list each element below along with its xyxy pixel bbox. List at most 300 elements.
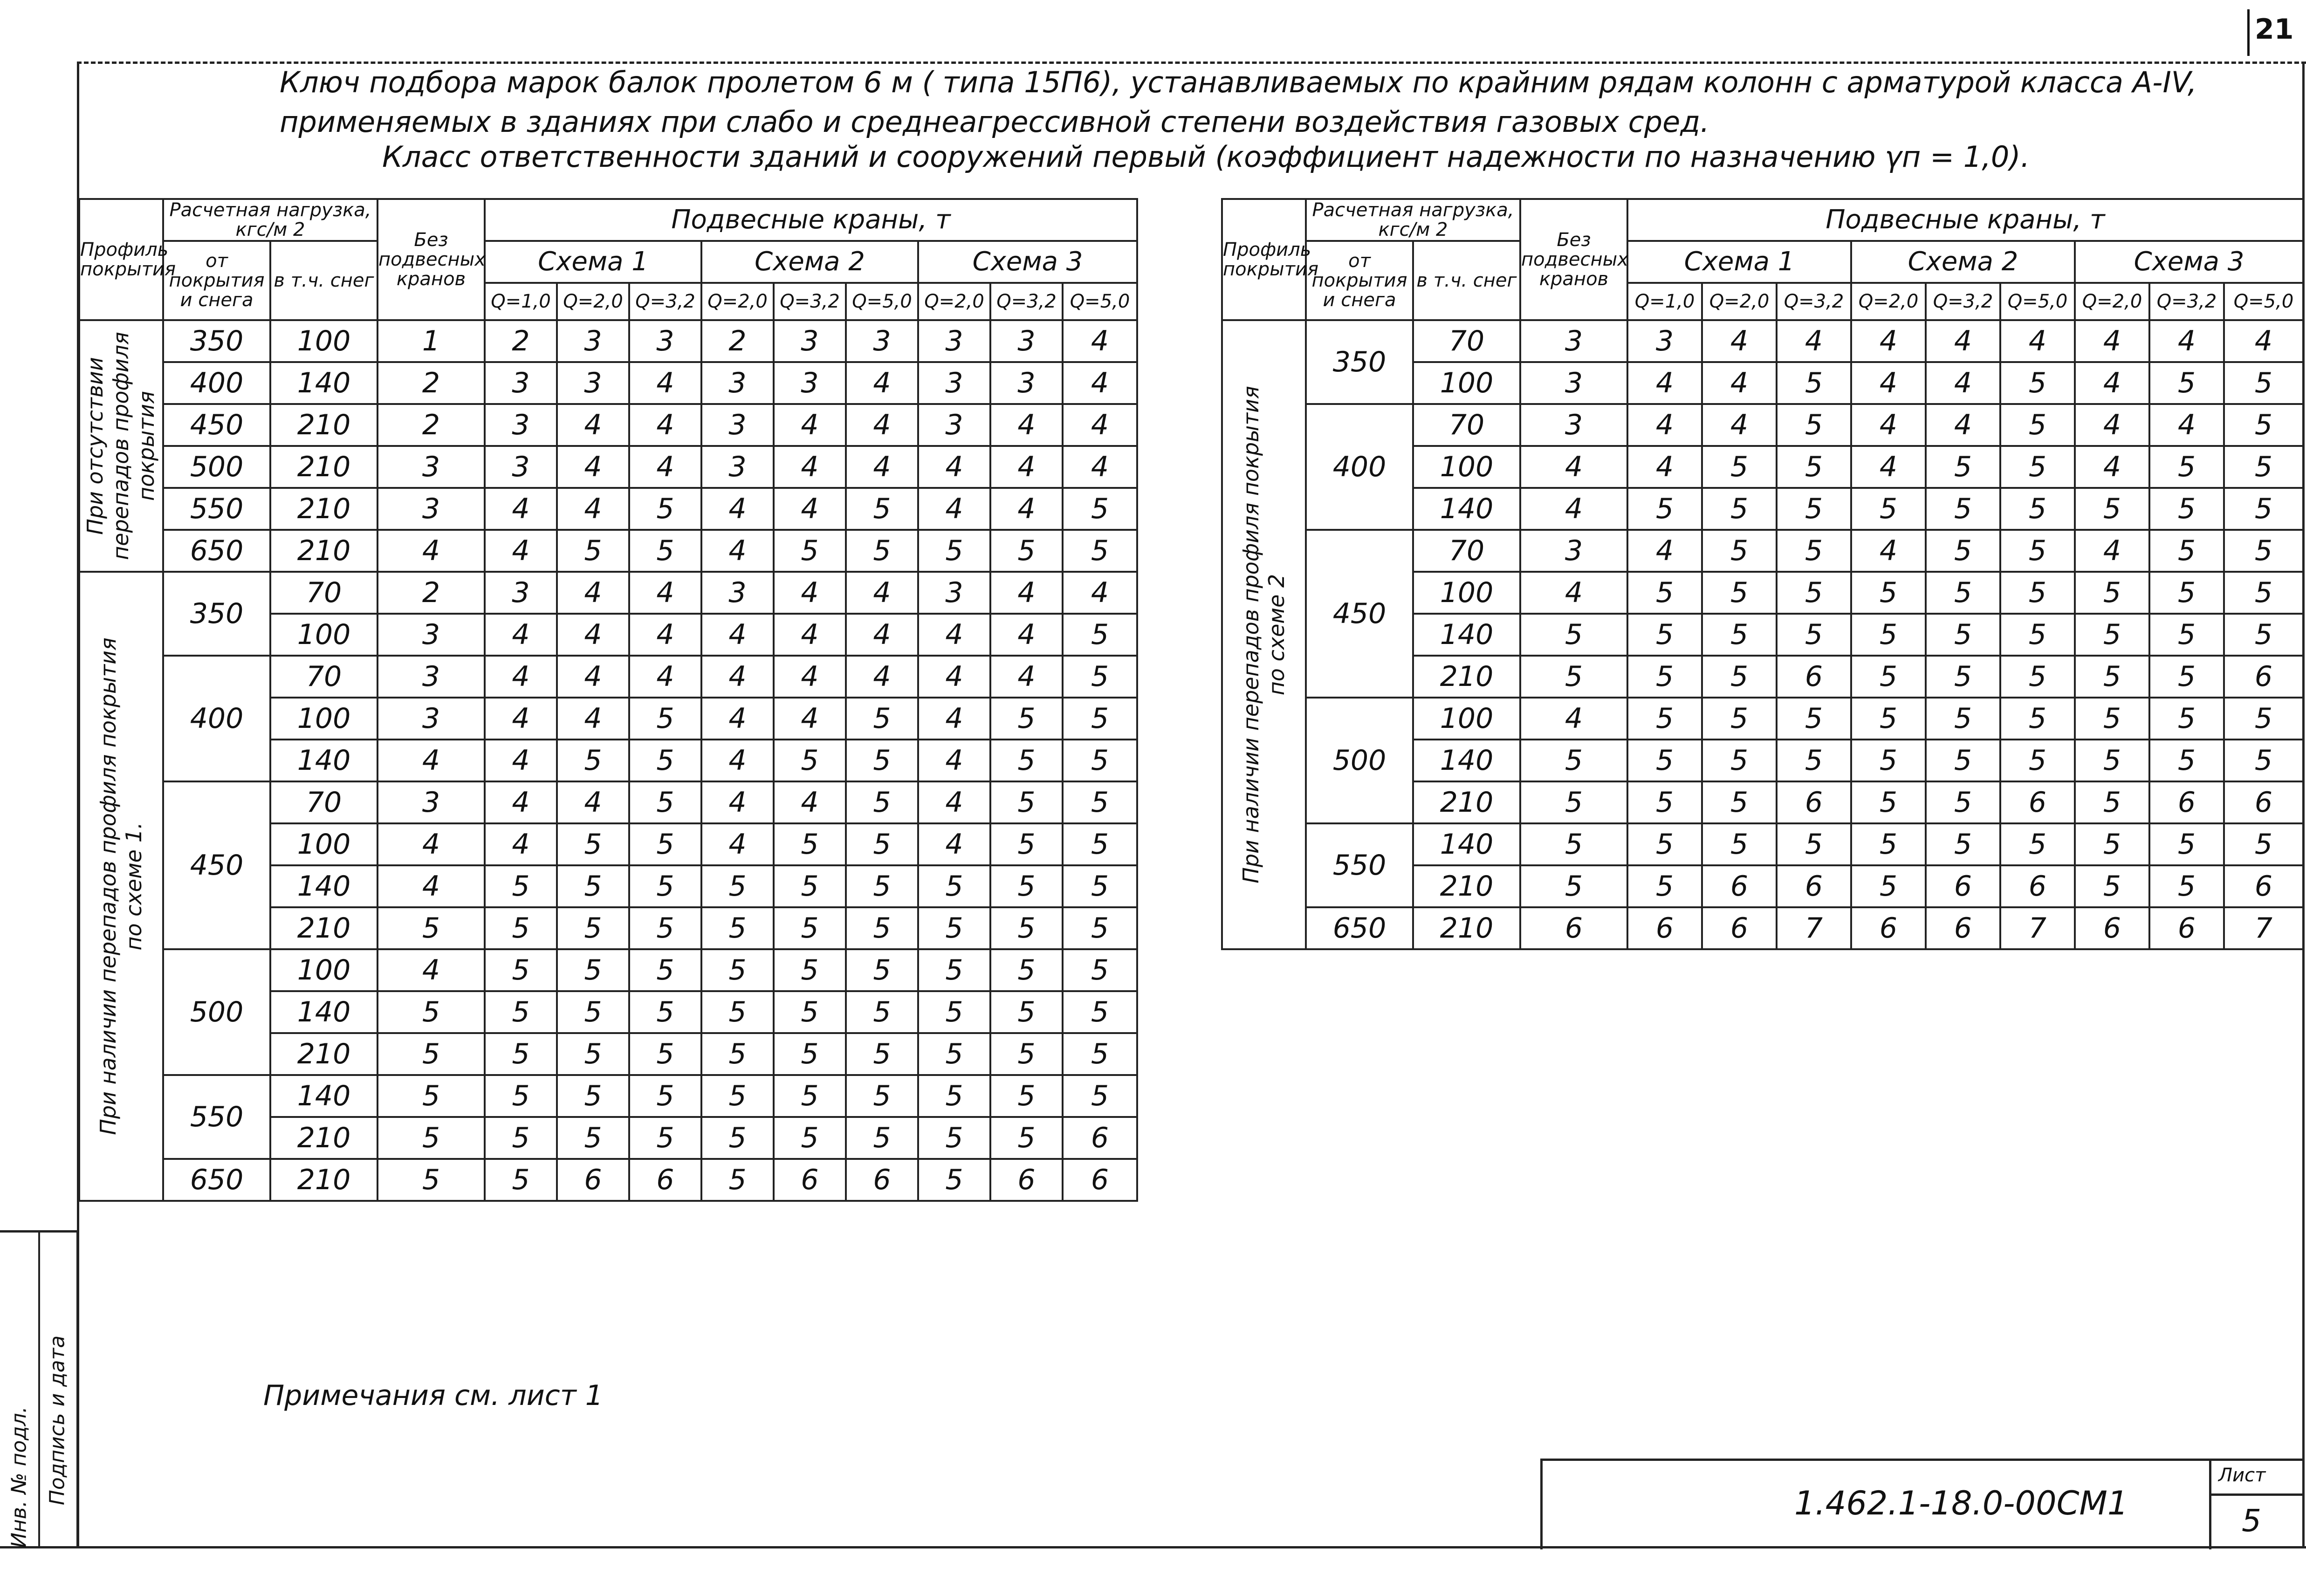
mark-cell: 6 xyxy=(2000,781,2075,823)
header-cranes: Подвесные краны, т xyxy=(485,199,1137,241)
mark-cell: 4 xyxy=(557,698,629,740)
mark-cell: 5 xyxy=(485,907,557,949)
table-row xyxy=(1222,530,2303,572)
mark-cell: 4 xyxy=(918,781,990,823)
snow-cell: 140 xyxy=(270,1075,377,1117)
mark-cell: 5 xyxy=(485,1117,557,1159)
mark-cell: 5 xyxy=(846,865,918,907)
mark-cell: 4 xyxy=(774,656,846,698)
mark-cell: 4 xyxy=(557,446,629,488)
mark-cell: 5 xyxy=(774,1033,846,1075)
mark-cell: 6 xyxy=(557,1159,629,1201)
mark-cell: 5 xyxy=(1063,991,1137,1033)
header-incl-snow: в т.ч. снег xyxy=(1413,241,1520,320)
load-cell: 650 xyxy=(163,530,270,572)
header-q: Q=5,0 xyxy=(1063,283,1137,320)
mark-cell: 5 xyxy=(846,530,918,572)
mark-cell: 5 xyxy=(918,1033,990,1075)
group-label-scheme-2-label xyxy=(1238,386,1290,884)
mark-cell: 5 xyxy=(1063,656,1137,698)
snow-cell: 210 xyxy=(270,907,377,949)
mark-cell: 5 xyxy=(1063,740,1137,781)
mark-cell: 4 xyxy=(2075,320,2149,362)
snow-cell: 100 xyxy=(1413,698,1520,740)
header-scheme-3: Схема 3 xyxy=(918,241,1137,283)
mark-cell: 5 xyxy=(629,907,701,949)
mark-cell: 5 xyxy=(990,991,1063,1033)
load-cell: 400 xyxy=(1306,404,1413,530)
table-row xyxy=(79,572,1137,614)
mark-cell: 4 xyxy=(485,781,557,823)
mark-cell: 5 xyxy=(2000,740,2075,781)
load-cell: 400 xyxy=(163,362,270,404)
snow-cell: 100 xyxy=(270,698,377,740)
mark-cell: 5 xyxy=(629,1117,701,1159)
no-crane-cell: 3 xyxy=(1520,404,1627,446)
mark-cell: 4 xyxy=(846,614,918,656)
mark-cell: 5 xyxy=(846,698,918,740)
no-crane-cell: 4 xyxy=(1520,488,1627,530)
mark-cell: 4 xyxy=(485,530,557,572)
mark-cell: 4 xyxy=(485,740,557,781)
snow-cell: 210 xyxy=(1413,781,1520,823)
table-row xyxy=(1222,698,2303,740)
mark-cell: 4 xyxy=(2075,530,2149,572)
header-q: Q=5,0 xyxy=(2000,283,2075,320)
mark-cell: 5 xyxy=(2075,823,2149,865)
mark-cell: 6 xyxy=(1702,907,1777,949)
load-cell: 650 xyxy=(1306,907,1413,949)
header-q: Q=5,0 xyxy=(2224,283,2303,320)
mark-cell: 6 xyxy=(1777,781,1851,823)
mark-cell: 5 xyxy=(1926,740,2000,781)
mark-cell: 5 xyxy=(2000,823,2075,865)
mark-cell: 5 xyxy=(774,949,846,991)
mark-cell: 3 xyxy=(918,362,990,404)
table-row xyxy=(1222,404,2303,446)
mark-cell: 5 xyxy=(629,1033,701,1075)
mark-cell: 5 xyxy=(557,823,629,865)
no-crane-cell: 4 xyxy=(1520,446,1627,488)
mark-cell: 5 xyxy=(2224,362,2303,404)
header-q: Q=3,2 xyxy=(990,283,1063,320)
mark-cell: 5 xyxy=(846,991,918,1033)
mark-cell: 4 xyxy=(990,614,1063,656)
snow-cell: 100 xyxy=(270,320,377,362)
mark-cell: 4 xyxy=(557,404,629,446)
mark-cell: 5 xyxy=(1777,404,1851,446)
mark-cell: 6 xyxy=(2149,907,2224,949)
no-crane-cell: 3 xyxy=(1520,320,1627,362)
mark-cell: 5 xyxy=(485,865,557,907)
mark-cell: 5 xyxy=(1851,572,1926,614)
mark-cell: 4 xyxy=(846,656,918,698)
mark-cell: 5 xyxy=(2075,698,2149,740)
mark-cell: 5 xyxy=(990,1117,1063,1159)
mark-cell: 3 xyxy=(701,446,774,488)
title-block-separator xyxy=(2209,1461,2211,1549)
mark-cell: 4 xyxy=(1063,404,1137,446)
snow-cell: 140 xyxy=(270,362,377,404)
load-cell: 500 xyxy=(1306,698,1413,823)
mark-cell: 5 xyxy=(701,1075,774,1117)
mark-cell: 5 xyxy=(629,949,701,991)
mark-cell: 5 xyxy=(2149,823,2224,865)
mark-cell: 5 xyxy=(1627,865,1702,907)
snow-cell: 210 xyxy=(270,446,377,488)
no-crane-cell: 5 xyxy=(1520,614,1627,656)
group-label-no-drops xyxy=(79,320,163,572)
load-cell: 500 xyxy=(163,949,270,1075)
mark-cell: 4 xyxy=(701,488,774,530)
table-row xyxy=(1222,320,2303,362)
mark-cell: 5 xyxy=(1702,488,1777,530)
mark-cell: 5 xyxy=(918,991,990,1033)
mark-cell: 5 xyxy=(701,1033,774,1075)
left-group-no-drops xyxy=(79,320,1137,572)
mark-cell: 5 xyxy=(485,1033,557,1075)
mark-cell: 4 xyxy=(629,572,701,614)
right-table-header xyxy=(1222,199,2303,320)
mark-cell: 5 xyxy=(1063,614,1137,656)
snow-cell: 70 xyxy=(270,781,377,823)
mark-cell: 5 xyxy=(1851,488,1926,530)
header-scheme-3: Схема 3 xyxy=(2075,241,2303,283)
mark-cell: 6 xyxy=(2075,907,2149,949)
mark-cell: 3 xyxy=(774,320,846,362)
mark-cell: 4 xyxy=(1702,320,1777,362)
no-crane-cell: 4 xyxy=(377,740,485,781)
mark-cell: 5 xyxy=(774,865,846,907)
mark-cell: 5 xyxy=(990,823,1063,865)
header-q: Q=2,0 xyxy=(557,283,629,320)
mark-cell: 4 xyxy=(629,614,701,656)
mark-cell: 6 xyxy=(1926,865,2000,907)
mark-cell: 5 xyxy=(2075,488,2149,530)
mark-cell: 5 xyxy=(1777,698,1851,740)
mark-cell: 6 xyxy=(2149,781,2224,823)
no-crane-cell: 5 xyxy=(377,1159,485,1201)
mark-cell: 5 xyxy=(2000,404,2075,446)
mark-cell: 4 xyxy=(990,656,1063,698)
load-cell: 550 xyxy=(163,488,270,530)
stamp-inv-no-label: Инв. № подл. xyxy=(7,1406,31,1548)
group-label-scheme-1 xyxy=(79,572,163,1201)
header-profile: Профиль покрытия xyxy=(1222,199,1306,320)
mark-cell: 3 xyxy=(918,572,990,614)
mark-cell: 6 xyxy=(1926,907,2000,949)
snow-cell: 100 xyxy=(1413,362,1520,404)
mark-cell: 5 xyxy=(1063,1075,1137,1117)
header-design-load: Расчетная нагрузка, кгс/м 2 xyxy=(163,199,377,241)
header-q: Q=2,0 xyxy=(2075,283,2149,320)
header-q: Q=2,0 xyxy=(1702,283,1777,320)
mark-cell: 4 xyxy=(485,488,557,530)
mark-cell: 4 xyxy=(1851,404,1926,446)
mark-cell: 5 xyxy=(701,991,774,1033)
snow-cell: 140 xyxy=(270,865,377,907)
group-label-no-drops-label-line: покрытия xyxy=(134,391,159,501)
mark-cell: 5 xyxy=(701,907,774,949)
mark-cell: 5 xyxy=(918,1117,990,1159)
mark-cell: 5 xyxy=(1926,698,2000,740)
no-crane-cell: 5 xyxy=(1520,740,1627,781)
snow-cell: 140 xyxy=(1413,614,1520,656)
mark-cell: 5 xyxy=(1926,572,2000,614)
mark-cell: 4 xyxy=(918,446,990,488)
mark-cell: 5 xyxy=(2075,572,2149,614)
mark-cell: 6 xyxy=(2224,781,2303,823)
header-q: Q=5,0 xyxy=(846,283,918,320)
mark-cell: 5 xyxy=(2224,740,2303,781)
mark-cell: 5 xyxy=(918,949,990,991)
mark-cell: 4 xyxy=(557,614,629,656)
mark-cell: 3 xyxy=(485,446,557,488)
mark-cell: 4 xyxy=(629,656,701,698)
note-text: Примечания см. лист 1 xyxy=(263,1379,603,1412)
mark-cell: 5 xyxy=(557,949,629,991)
mark-cell: 4 xyxy=(2149,320,2224,362)
mark-cell: 5 xyxy=(1777,614,1851,656)
header-q: Q=2,0 xyxy=(701,283,774,320)
mark-cell: 4 xyxy=(1627,362,1702,404)
no-crane-cell: 4 xyxy=(377,823,485,865)
mark-cell: 5 xyxy=(990,740,1063,781)
mark-cell: 6 xyxy=(1851,907,1926,949)
mark-cell: 5 xyxy=(2000,446,2075,488)
mark-cell: 6 xyxy=(1702,865,1777,907)
snow-cell: 210 xyxy=(270,1159,377,1201)
mark-cell: 3 xyxy=(701,572,774,614)
mark-cell: 5 xyxy=(2000,656,2075,698)
snow-cell: 210 xyxy=(270,1117,377,1159)
mark-cell: 5 xyxy=(774,1075,846,1117)
mark-cell: 5 xyxy=(2075,781,2149,823)
header-line-2: применяемых в зданиях при слабо и среднеагрессивной степени воздействия газовых сред. xyxy=(280,105,1709,139)
mark-cell: 5 xyxy=(1777,530,1851,572)
snow-cell: 70 xyxy=(1413,530,1520,572)
header-q: Q=1,0 xyxy=(1627,283,1702,320)
header-scheme-1: Схема 1 xyxy=(1627,241,1851,283)
load-cell: 650 xyxy=(163,1159,270,1201)
mark-cell: 5 xyxy=(2000,698,2075,740)
load-cell: 500 xyxy=(163,446,270,488)
mark-cell: 4 xyxy=(774,404,846,446)
mark-cell: 5 xyxy=(485,1159,557,1201)
mark-cell: 5 xyxy=(1777,446,1851,488)
mark-cell: 5 xyxy=(774,991,846,1033)
mark-cell: 4 xyxy=(485,698,557,740)
mark-cell: 5 xyxy=(918,530,990,572)
table-row xyxy=(79,1075,1137,1117)
mark-cell: 3 xyxy=(557,320,629,362)
mark-cell: 3 xyxy=(990,320,1063,362)
mark-cell: 4 xyxy=(1063,320,1137,362)
mark-cell: 5 xyxy=(2149,865,2224,907)
mark-cell: 4 xyxy=(701,698,774,740)
left-table-header xyxy=(79,199,1137,320)
snow-cell: 140 xyxy=(270,991,377,1033)
mark-cell: 5 xyxy=(2149,446,2224,488)
mark-cell: 7 xyxy=(1777,907,1851,949)
mark-cell: 4 xyxy=(2075,404,2149,446)
mark-cell: 5 xyxy=(846,1075,918,1117)
no-crane-cell: 3 xyxy=(377,698,485,740)
group-label-scheme-1-label xyxy=(96,637,147,1135)
mark-cell: 5 xyxy=(846,488,918,530)
mark-cell: 3 xyxy=(485,572,557,614)
mark-cell: 5 xyxy=(1063,530,1137,572)
mark-cell: 5 xyxy=(557,1117,629,1159)
snow-cell: 100 xyxy=(270,823,377,865)
table-row xyxy=(79,320,1137,362)
mark-cell: 5 xyxy=(1851,614,1926,656)
no-crane-cell: 2 xyxy=(377,572,485,614)
header-scheme-2: Схема 2 xyxy=(1851,241,2075,283)
mark-cell: 4 xyxy=(918,488,990,530)
mark-cell: 5 xyxy=(1627,614,1702,656)
mark-cell: 5 xyxy=(1926,781,2000,823)
mark-cell: 5 xyxy=(1777,488,1851,530)
header-without-cranes: Без подвесных кранов xyxy=(1520,199,1627,320)
header-line-3: Класс ответственности зданий и сооружений первый (коэффициент надежности по назначению γп = 1,0). xyxy=(382,140,2030,174)
mark-cell: 5 xyxy=(1702,614,1777,656)
mark-cell: 5 xyxy=(990,865,1063,907)
header-line-1: Ключ подбора марок балок пролетом 6 м ( типа 15П6), устанавливаемых по крайним рядам колонн с арматурой класса А-IV, xyxy=(280,65,2197,99)
mark-cell: 5 xyxy=(846,949,918,991)
mark-cell: 4 xyxy=(990,572,1063,614)
table-row xyxy=(79,949,1137,991)
no-crane-cell: 6 xyxy=(1520,907,1627,949)
mark-cell: 4 xyxy=(1851,530,1926,572)
mark-cell: 5 xyxy=(1926,530,2000,572)
document-code: 1.462.1-18.0-00СМ1 xyxy=(1794,1484,2128,1522)
mark-cell: 4 xyxy=(701,656,774,698)
mark-cell: 4 xyxy=(1926,320,2000,362)
mark-cell: 4 xyxy=(701,740,774,781)
load-cell: 450 xyxy=(163,781,270,949)
mark-cell: 5 xyxy=(990,1075,1063,1117)
header-scheme-2: Схема 2 xyxy=(701,241,918,283)
mark-cell: 4 xyxy=(2075,362,2149,404)
mark-cell: 5 xyxy=(1063,1033,1137,1075)
mark-cell: 5 xyxy=(557,865,629,907)
mark-cell: 5 xyxy=(1777,823,1851,865)
load-cell: 350 xyxy=(1306,320,1413,404)
mark-cell: 5 xyxy=(1627,740,1702,781)
no-crane-cell: 3 xyxy=(377,614,485,656)
mark-cell: 4 xyxy=(1627,530,1702,572)
right-table xyxy=(1221,198,2304,950)
snow-cell: 70 xyxy=(270,656,377,698)
no-crane-cell: 4 xyxy=(1520,572,1627,614)
no-crane-cell: 5 xyxy=(377,1075,485,1117)
snow-cell: 100 xyxy=(1413,446,1520,488)
corner-number: 21 xyxy=(2255,13,2294,46)
sheet-label: Лист xyxy=(2218,1465,2266,1486)
no-crane-cell: 5 xyxy=(1520,781,1627,823)
header-incl-snow: в т.ч. снег xyxy=(270,241,377,320)
mark-cell: 5 xyxy=(918,1075,990,1117)
snow-cell: 100 xyxy=(270,949,377,991)
mark-cell: 3 xyxy=(557,362,629,404)
table-row xyxy=(79,488,1137,530)
snow-cell: 210 xyxy=(270,530,377,572)
mark-cell: 6 xyxy=(990,1159,1063,1201)
table-row xyxy=(79,656,1137,698)
stamp-sign-date-label: Подпись и дата xyxy=(45,1335,69,1506)
mark-cell: 4 xyxy=(1851,362,1926,404)
mark-cell: 4 xyxy=(918,740,990,781)
mark-cell: 5 xyxy=(2000,572,2075,614)
mark-cell: 3 xyxy=(918,320,990,362)
table-row xyxy=(79,781,1137,823)
mark-cell: 4 xyxy=(2224,320,2303,362)
load-cell: 550 xyxy=(163,1075,270,1159)
mark-cell: 4 xyxy=(701,823,774,865)
mark-cell: 5 xyxy=(2075,656,2149,698)
mark-cell: 5 xyxy=(701,949,774,991)
mark-cell: 5 xyxy=(1851,656,1926,698)
mark-cell: 4 xyxy=(701,530,774,572)
mark-cell: 5 xyxy=(629,740,701,781)
mark-cell: 5 xyxy=(629,781,701,823)
header-q: Q=3,2 xyxy=(1926,283,2000,320)
mark-cell: 5 xyxy=(2075,740,2149,781)
mark-cell: 4 xyxy=(774,572,846,614)
mark-cell: 4 xyxy=(774,781,846,823)
no-crane-cell: 1 xyxy=(377,320,485,362)
mark-cell: 2 xyxy=(701,320,774,362)
mark-cell: 6 xyxy=(846,1159,918,1201)
mark-cell: 4 xyxy=(1063,362,1137,404)
mark-cell: 5 xyxy=(1627,572,1702,614)
mark-cell: 5 xyxy=(1702,572,1777,614)
mark-cell: 5 xyxy=(1702,530,1777,572)
mark-cell: 4 xyxy=(1926,404,2000,446)
mark-cell: 5 xyxy=(1851,823,1926,865)
mark-cell: 5 xyxy=(629,1075,701,1117)
mark-cell: 5 xyxy=(2149,740,2224,781)
mark-cell: 4 xyxy=(1851,320,1926,362)
stamp-sign-date xyxy=(38,1230,78,1547)
table-row xyxy=(79,530,1137,572)
mark-cell: 7 xyxy=(2224,907,2303,949)
no-crane-cell: 3 xyxy=(377,781,485,823)
mark-cell: 4 xyxy=(1777,320,1851,362)
header-design-load: Расчетная нагрузка, кгс/м 2 xyxy=(1306,199,1520,241)
mark-cell: 5 xyxy=(1702,656,1777,698)
group-label-no-drops-label-line: перепадов профиля xyxy=(108,332,134,560)
group-label-scheme-2-label-line: При наличии перепадов профиля покрытия xyxy=(1238,386,1263,884)
mark-cell: 3 xyxy=(774,362,846,404)
mark-cell: 5 xyxy=(1702,446,1777,488)
no-crane-cell: 2 xyxy=(377,362,485,404)
snow-cell: 70 xyxy=(1413,320,1520,362)
no-crane-cell: 4 xyxy=(377,865,485,907)
mark-cell: 3 xyxy=(701,362,774,404)
mark-cell: 5 xyxy=(1851,698,1926,740)
mark-cell: 4 xyxy=(485,656,557,698)
mark-cell: 3 xyxy=(485,404,557,446)
mark-cell: 4 xyxy=(990,404,1063,446)
mark-cell: 4 xyxy=(774,488,846,530)
mark-cell: 5 xyxy=(918,907,990,949)
load-cell: 450 xyxy=(1306,530,1413,698)
mark-cell: 6 xyxy=(2000,865,2075,907)
no-crane-cell: 5 xyxy=(1520,823,1627,865)
mark-cell: 5 xyxy=(1851,865,1926,907)
